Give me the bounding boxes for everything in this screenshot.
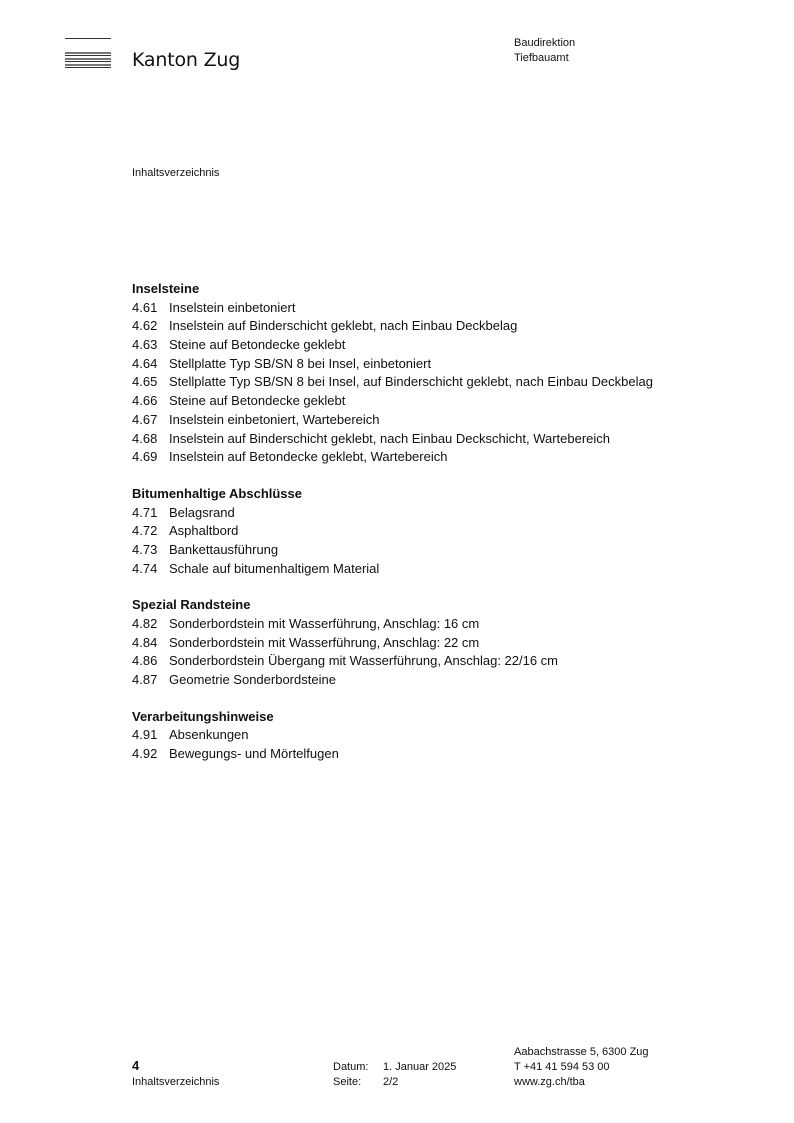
toc-entry-number: 4.64	[132, 355, 158, 371]
toc-section-title: Inselsteine	[132, 281, 200, 296]
toc-section-title: Bitumenhaltige Abschlüsse	[132, 485, 302, 501]
toc-entry	[132, 336, 752, 355]
toc-entry-number: 4.63	[132, 337, 158, 353]
table-of-contents	[132, 280, 752, 782]
page-label: Seite:	[333, 1076, 362, 1088]
date-label: Datum:	[333, 1061, 369, 1073]
toc-entry-title: Steine auf Betondecke geklebt	[169, 337, 346, 353]
toc-entry	[132, 745, 752, 764]
toc-entry	[132, 652, 752, 671]
toc-section	[132, 280, 752, 467]
toc-entry-number: 4.91	[132, 727, 158, 743]
toc-entry-number: 4.62	[132, 318, 158, 334]
toc-entry	[132, 726, 752, 745]
page-value: 2/2	[383, 1076, 399, 1088]
toc-entry-title: Inselstein auf Binderschicht geklebt, nach Einbau Deckschicht, Wartebereich	[169, 430, 611, 446]
toc-entry-title: Geometrie Sonderbordsteine	[169, 672, 336, 688]
toc-entry	[132, 504, 752, 523]
toc-entry	[132, 355, 752, 374]
toc-entry	[132, 411, 752, 430]
toc-entry	[132, 430, 752, 449]
toc-entry-title: Inselstein einbetoniert	[169, 299, 296, 315]
toc-entry-number: 4.86	[132, 653, 158, 669]
department-name: Baudirektion	[514, 37, 576, 49]
toc-section	[132, 485, 752, 578]
toc-entry-title: Stellplatte Typ SB/SN 8 bei Insel, auf Binderschicht geklebt, nach Einbau Deckbelag	[169, 374, 653, 390]
toc-entry-title: Sonderbordstein mit Wasserführung, Anschlag: 22 cm	[169, 634, 480, 650]
toc-entry-title: Stellplatte Typ SB/SN 8 bei Insel, einbetoniert	[169, 355, 432, 371]
toc-entry-title: Sonderbordstein Übergang mit Wasserführung, Anschlag: 22/16 cm	[169, 653, 559, 669]
toc-entry	[132, 448, 752, 467]
footer-section: Inhaltsverzeichnis	[132, 1076, 220, 1088]
footer-phone: T +41 41 594 53 00	[514, 1061, 610, 1073]
toc-entry-number: 4.84	[132, 634, 158, 650]
footer-page-row	[333, 1075, 456, 1090]
footer-page-number: 4	[132, 1058, 140, 1073]
toc-entry	[132, 392, 752, 411]
toc-entry-number: 4.61	[132, 299, 158, 315]
toc-entry-number: 4.82	[132, 616, 158, 631]
toc-entry	[132, 299, 752, 318]
toc-entry	[132, 522, 752, 541]
toc-entry-title: Asphaltbord	[169, 523, 239, 539]
toc-entry	[132, 671, 752, 690]
toc-entry-title: Absenkungen	[169, 727, 249, 743]
toc-entry-title: Steine auf Betondecke geklebt	[169, 393, 346, 409]
toc-entry	[132, 560, 752, 579]
logo-text: Kanton Zug	[132, 49, 241, 71]
toc-entry-number: 4.73	[132, 541, 158, 557]
kanton-zug-logo-icon	[65, 38, 111, 70]
toc-entry-number: 4.67	[132, 411, 158, 427]
date-value: 1. Januar 2025	[383, 1061, 457, 1073]
toc-entry-number: 4.66	[132, 393, 158, 409]
toc-entry	[132, 373, 752, 392]
toc-entry-title: Sonderbordstein mit Wasserführung, Anschlag: 16 cm	[169, 616, 480, 631]
footer-address: Aabachstrasse 5, 6300 Zug	[514, 1046, 649, 1058]
toc-section	[132, 708, 752, 764]
footer-date-row	[333, 1060, 456, 1075]
toc-entry-number: 4.71	[132, 504, 158, 520]
toc-entry-number: 4.74	[132, 560, 158, 576]
footer-website-link[interactable]: www.zg.ch/tba	[514, 1076, 585, 1088]
toc-section-title: Verarbeitungshinweise	[132, 708, 274, 724]
toc-section-title: Spezial Randsteine	[132, 597, 251, 613]
toc-entry-title: Bewegungs- und Mörtelfugen	[169, 746, 339, 762]
toc-entry	[132, 615, 752, 634]
toc-entry-title: Inselstein einbetoniert, Wartebereich	[169, 411, 380, 427]
office-name: Tiefbauamt	[514, 52, 569, 64]
toc-entry	[132, 634, 752, 653]
toc-entry-title: Inselstein auf Binderschicht geklebt, nach Einbau Deckbelag	[169, 318, 518, 334]
toc-entry-title: Bankettausführung	[169, 541, 279, 557]
toc-entry-number: 4.69	[132, 449, 158, 465]
document-label: Inhaltsverzeichnis	[132, 167, 220, 179]
toc-entry-number: 4.92	[132, 746, 158, 762]
toc-entry	[132, 317, 752, 336]
department-block	[514, 36, 575, 66]
toc-entry-title: Schale auf bitumenhaltigem Material	[169, 560, 380, 576]
toc-entry-title: Inselstein auf Betondecke geklebt, Wartebereich	[169, 449, 448, 465]
toc-section	[132, 596, 752, 689]
toc-entry-number: 4.87	[132, 672, 158, 688]
toc-entry-title: Belagsrand	[169, 504, 235, 520]
toc-entry-number: 4.65	[132, 374, 158, 390]
toc-entry-number: 4.68	[132, 430, 158, 446]
toc-entry	[132, 541, 752, 560]
toc-entry-number: 4.72	[132, 523, 158, 539]
